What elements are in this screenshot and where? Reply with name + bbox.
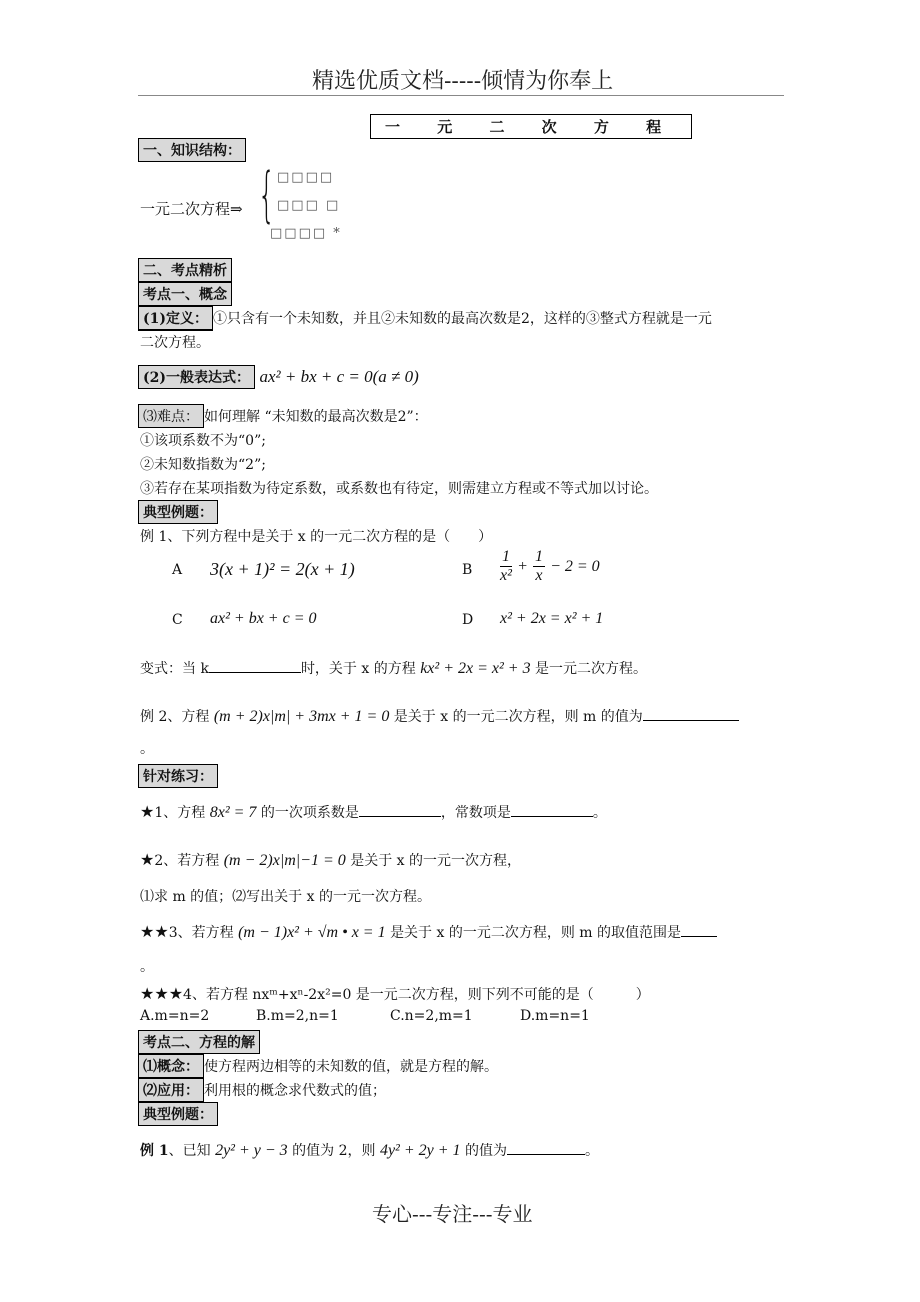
practice-2-sub: ⑴求 m 的值；⑵写出关于 x 的一元一次方程。 <box>140 889 431 905</box>
option-a-expr: 3(x + 1)² = 2(x + 1) <box>210 559 355 579</box>
k2-heading: 考点二、方程的解 <box>138 1030 260 1054</box>
option-a-label: A <box>172 562 183 578</box>
k1-heading: 考点一、概念 <box>138 282 232 306</box>
general-form: (2)一般表达式： ax² + bx + c = 0(a ≠ 0) <box>138 365 419 389</box>
star-icon: ★ <box>140 802 155 821</box>
practice-3-end: 。 <box>140 959 154 975</box>
brace-icon: { <box>258 160 276 230</box>
option-b-label: B <box>462 562 473 578</box>
structure-branch-1: □□□□ <box>277 170 335 185</box>
practice-1: ★1、方程 8x² = 7 的一次项系数是 ，常数项是 。 <box>140 802 607 821</box>
section-1-heading: 一、知识结构： <box>138 138 246 162</box>
option-c-expr: ax² + bx + c = 0 <box>210 610 317 627</box>
header-rule <box>138 95 784 96</box>
structure-branch-3: □□□□ * <box>270 226 342 241</box>
definition-line-2: 二次方程。 <box>140 335 210 351</box>
structure-branch-2: □□□ □ <box>277 198 341 213</box>
difficulty: ⑶难点： 如何理解 “未知数的最高次数是2”： <box>138 404 428 428</box>
k2-concept: ⑴概念： 使方程两边相等的未知数的值，就是方程的解。 <box>138 1054 498 1078</box>
practice-4-opt-d: D.m=n=1 <box>520 1008 590 1024</box>
example-1: 例 1、下列方程中是关于 x 的一元二次方程的是（ ） <box>140 529 493 545</box>
star-icon: ★★ <box>140 922 169 941</box>
point-1: ①该项系数不为“0”; <box>140 433 266 449</box>
practice-3: ★★3、若方程 (m − 1)x² + √m • x = 1 是关于 x 的一元二次方程，则 m 的取值范围是 <box>140 922 717 942</box>
example-2-end: 。 <box>140 741 154 757</box>
star-icon: ★★★ <box>140 984 184 1003</box>
practice-4-opt-b: B.m=2,n=1 <box>256 1008 339 1024</box>
structure-root: 一元二次方程⇒ <box>140 200 243 218</box>
k2-example-1: 例 1、已知 2y² + y − 3 的值为 2，则 4y² + 2y + 1 的值为 。 <box>140 1142 599 1159</box>
point-2: ②未知数指数为“2”; <box>140 457 266 473</box>
section-2-heading: 二、考点精析 <box>138 258 232 282</box>
practice-4-opt-a: A.m=n=2 <box>140 1008 210 1024</box>
page-footer: 专心---专注---专业 <box>372 1202 533 1226</box>
option-d-expr: x² + 2x = x² + 1 <box>500 610 604 627</box>
page-header: 精选优质文档-----倾情为你奉上 <box>312 69 614 94</box>
star-icon: ★ <box>140 850 155 869</box>
definition-line-1: (1)定义： ①只含有一个未知数，并且②未知数的最高次数是2，这样的③整式方程就是一元 <box>138 306 712 331</box>
practice-4: ★★★4、若方程 nxᵐ+xⁿ-2x²=0 是一元二次方程，则下列不可能的是（ ） <box>140 984 650 1003</box>
variant: 变式：当 k 时，关于 x 的方程 kx² + 2x = x² + 3 是一元二次方程。 <box>140 660 648 677</box>
option-c-label: C <box>172 612 183 628</box>
point-3: ③若存在某项指数为待定系数，或系数也有待定，则需建立方程或不等式加以讨论。 <box>140 481 658 497</box>
practice-4-opt-c: C.n=2,m=1 <box>390 1008 473 1024</box>
practice-heading: 针对练习： <box>138 764 218 788</box>
example-2: 例 2、方程 (m + 2)x|m| + 3mx + 1 = 0 是关于 x 的一元二次方程，则 m 的值为 <box>140 706 739 726</box>
examples-heading: 典型例题： <box>138 500 218 524</box>
k2-application: ⑵应用： 利用根的概念求代数式的值； <box>138 1078 386 1102</box>
option-b-expr: $\frac{1}{\text{x²}}$ + $\frac{1}{x}$ − 2 = 0 <box>500 548 600 584</box>
k2-examples-heading: 典型例题： <box>138 1102 218 1126</box>
practice-2: ★2、若方程 (m − 2)x|m|−1 = 0 是关于 x 的一元一次方程， <box>140 850 522 869</box>
doc-title: 一 元 二 次 方 程 <box>370 114 692 139</box>
option-d-label: D <box>462 612 474 628</box>
